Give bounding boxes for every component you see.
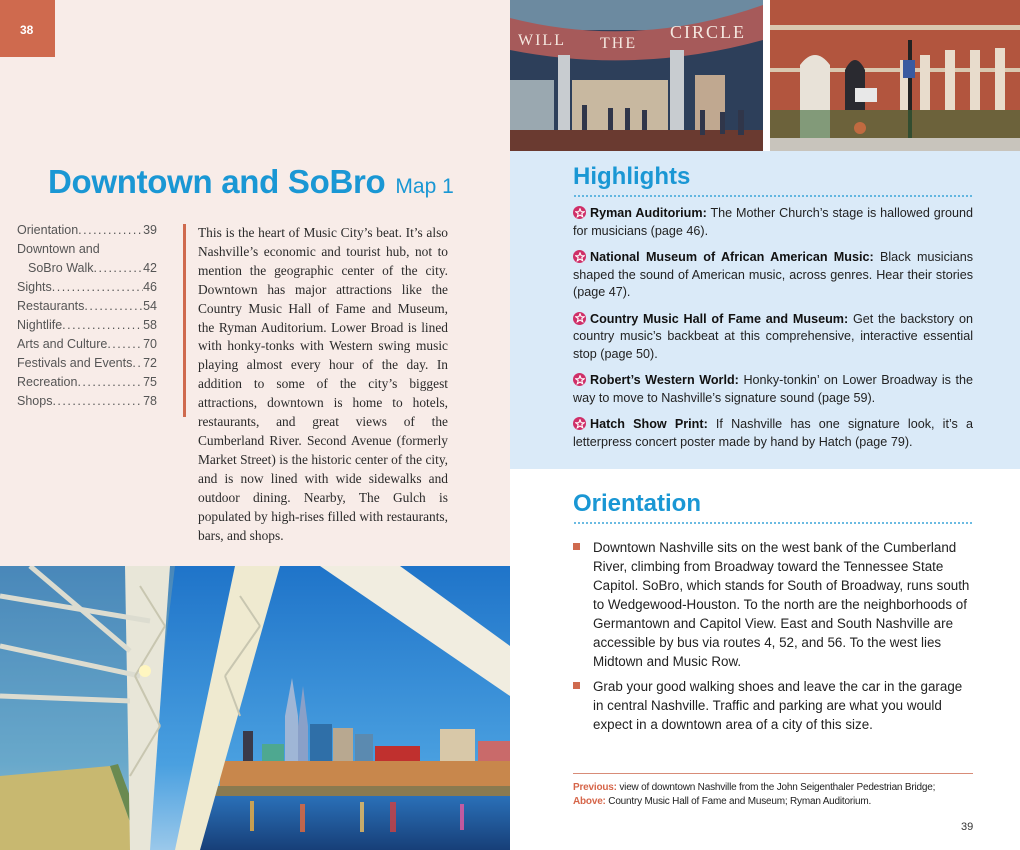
highlight-name[interactable]: Country Music Hall of Fame and Museum: [590, 311, 849, 326]
highlight-name[interactable]: National Museum of African American Music: [590, 250, 874, 264]
chapter-title [48, 163, 454, 201]
map-reference[interactable]: Map 1 [395, 175, 454, 198]
sign-text-circle: CIRCLE [670, 22, 747, 42]
highlight-item: Country Music Hall of Fame and Museum: Get the backstory on country music’s backbeat at this comprehensive, interactive essential stop (page 50). [573, 311, 973, 361]
page-number: 39 [961, 821, 974, 833]
photo-caption [573, 781, 983, 809]
square-bullet-icon [573, 682, 580, 689]
square-bullet-icon [573, 543, 580, 550]
toc-item-downtown-walk-line1[interactable]: Downtown and [17, 242, 100, 256]
chapter-title-text: Downtown and SoBro [48, 163, 386, 200]
skyline-bridge-photo [0, 566, 510, 850]
caption-previous-text: view of downtown Nashville from the John Seigenthaler Pedestrian Bridge; [619, 782, 936, 793]
caption-previous-label: Previous: [573, 782, 617, 793]
hall-of-fame-photo [510, 0, 763, 151]
orientation-dotted-rule [573, 522, 973, 524]
toc-item-arts-culture[interactable]: Arts and Culture ..... 70 [17, 335, 157, 354]
skyline-photo-illustration [0, 566, 510, 850]
star-icon [573, 312, 586, 325]
sign-text-the: THE [600, 35, 638, 52]
orientation-item: Downtown Nashville sits on the west bank of the Cumberland River, climbing from Broadway toward the Tennessee State Capitol. SoBro, which stands for South of Broadway, runs south to Wedgewood-Houston. To the north are the neighborhoods of Germantown and Capitol View. East and South Nashville are accessible by bus via routes 4, 52, and 56. To the west lies Midtown and Music Row. [573, 538, 973, 671]
ryman-auditorium-photo [770, 0, 1020, 151]
toc-item-sobro-walk[interactable]: SoBro Walk ..... 42 [17, 259, 157, 278]
highlight-item: Robert’s Western World: Honky-tonkin’ on Lower Broadway is the way to move to Nashville’s signature sound (page 59). [573, 373, 974, 405]
highlights-list [573, 205, 973, 460]
caption-above-label: Above: [573, 796, 606, 807]
highlight-item: National Museum of African American Music: Black musicians shaped the sound of American music, across genres. Hear their stories (page 47). [573, 250, 973, 299]
star-icon [573, 373, 586, 386]
highlight-item: Ryman Auditorium: The Mother Church’s stage is hallowed ground for musicians (page 46). [573, 206, 973, 238]
toc-item-shops[interactable]: Shops ..... 78 [17, 392, 157, 411]
intro-accent-rule [183, 224, 186, 417]
hall-of-fame-illustration [510, 0, 763, 151]
caption-above-text: Country Music Hall of Fame and Museum; Ryman Auditorium. [608, 796, 872, 807]
intro-paragraph: This is the heart of Music City’s beat. It’s also Nashville’s economic and tourist hub, not to mention the geographic center of the city. Downtown has major attractions like the Country Music Hall of Fame and Museum, the Ryman Auditorium. Lower Broad is lined with honky-tonks with Western swing music playing almost every hour of the day. In addition to some of the city’s biggest attractions, downtown is home to hotels, restaurants, and great views of the Cumberland River. Second Avenue (formerly Market Street) is the historic center of the city, and is now lined with wide sidewalks and outdoor dining. Nearby, The Gulch is populated by high-rises filled with restaurants, bars, and shops. [198, 225, 448, 543]
highlight-name[interactable]: Hatch Show Print: [590, 417, 708, 431]
orientation-item: Grab your good walking shoes and leave the car in the garage in central Nashville. Traffic and parking are what you would expect in a downtown area of a city of this size. [573, 677, 973, 734]
toc-item-festivals-events[interactable]: Festivals and Events ..... 72 [17, 354, 157, 373]
highlights-title: Highlights [573, 163, 691, 190]
star-icon [573, 250, 586, 263]
toc-item-sights[interactable]: Sights ..... 46 [17, 278, 157, 297]
highlight-name[interactable]: Robert’s Western World: [590, 373, 739, 387]
orientation-list [573, 538, 973, 740]
orientation-title: Orientation [573, 490, 702, 517]
ryman-illustration [770, 0, 1020, 151]
star-icon [573, 206, 586, 219]
toc-item-orientation[interactable]: Orientation ..... 39 [17, 221, 157, 240]
right-page [510, 0, 1020, 850]
page-number-tab: 38 [0, 0, 55, 57]
highlight-name[interactable]: Ryman Auditorium: [590, 206, 707, 220]
highlights-dotted-rule [573, 195, 973, 197]
sign-text-will: WILL [518, 32, 566, 49]
caption-rule [573, 773, 973, 774]
toc-item-recreation[interactable]: Recreation ..... 75 [17, 373, 157, 392]
star-icon [573, 417, 586, 430]
toc-item-restaurants[interactable]: Restaurants ..... 54 [17, 297, 157, 316]
highlight-item: Hatch Show Print: If Nashville has one signature look, it’s a letterpress concert poster made by hand by Hatch (page 79). [573, 417, 973, 449]
toc-item-nightlife[interactable]: Nightlife ..... 58 [17, 316, 157, 335]
chapter-contents [17, 221, 157, 411]
